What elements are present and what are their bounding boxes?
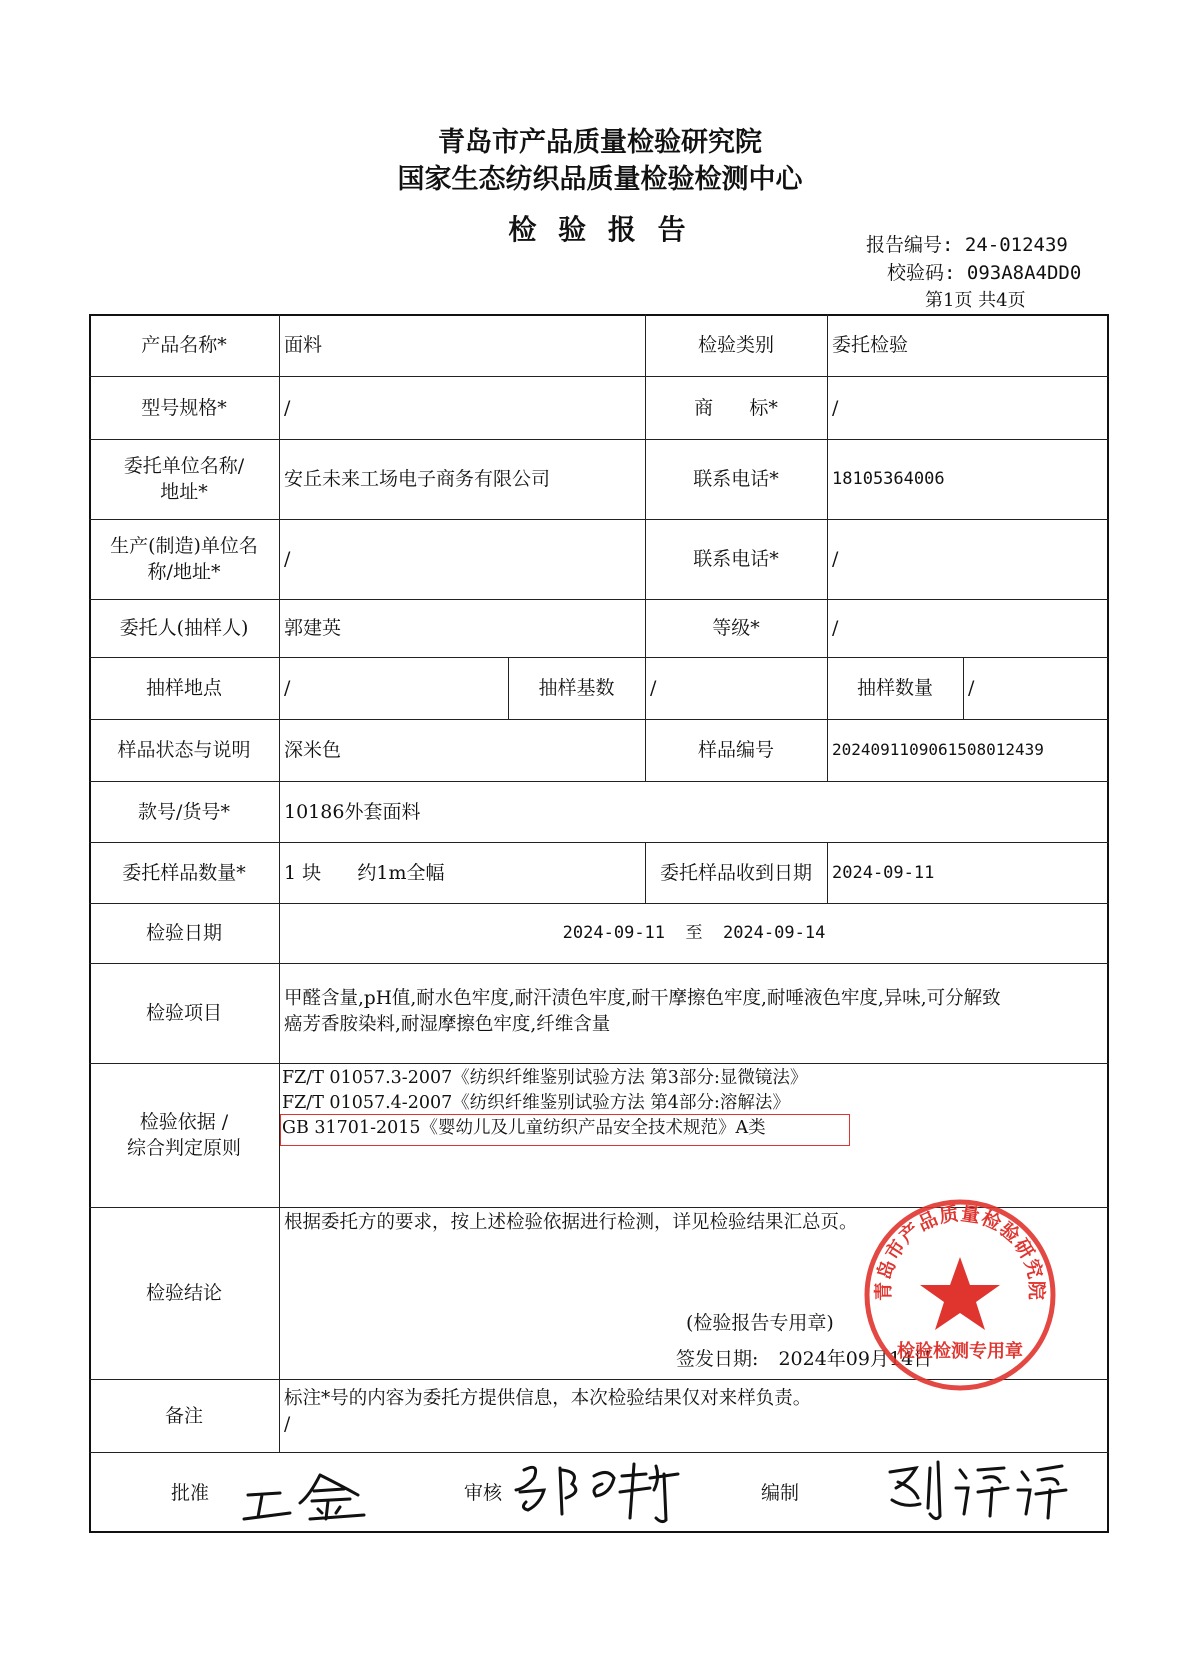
sample-state-label: 样品状态与说明 — [117, 739, 251, 761]
issue-date-value: 2024年09月14日 — [778, 1348, 933, 1370]
client-phone-label: 联系电话* — [693, 468, 779, 490]
grade-label: 等级* — [712, 617, 760, 639]
seal-note: (检验报告专用章) — [686, 1312, 834, 1334]
sample-base-label: 抽样基数 — [538, 677, 615, 699]
maker-label-line2: 称/地址* — [147, 561, 221, 583]
maker-label-line1: 生产(制造)单位名 — [110, 535, 258, 557]
basis-line-highlighted: GB 31701-2015《婴幼儿及儿童纺织产品安全技术规范》A类 — [282, 1118, 766, 1138]
brand-label: 商 标* — [694, 396, 778, 419]
inspect-type-label: 检验类别 — [697, 334, 774, 356]
reviewer-signature — [510, 1448, 690, 1528]
issue-date-label: 签发日期: — [676, 1348, 759, 1370]
remark-label: 备注 — [164, 1404, 203, 1427]
client-label — [89, 439, 279, 519]
sample-no-value: 2024091109061508012439 — [832, 740, 1044, 759]
product-name-value: 面料 — [284, 334, 323, 356]
receive-date-value: 2024-09-11 — [832, 862, 935, 883]
receive-date-label: 委托样品收到日期 — [659, 861, 812, 884]
sampler-value: 郭建英 — [284, 617, 342, 639]
sample-state-value: 深米色 — [284, 739, 342, 761]
items-value — [284, 986, 1106, 1038]
basis-line: FZ/T 01057.4-2007《纺织纤维鉴别试验方法 第4部分:溶解法》 — [282, 1093, 790, 1113]
compile-label: 编制 — [760, 1482, 799, 1504]
entrust-qty-value: 1 块 约1m全幅 — [284, 861, 445, 884]
maker-phone-label: 联系电话* — [693, 548, 779, 570]
report-title: 检 验 报 告 — [508, 213, 692, 246]
sample-no-label: 样品编号 — [697, 739, 774, 761]
style-no-label: 款号/货号* — [138, 800, 230, 823]
product-name-label: 产品名称* — [141, 334, 227, 356]
page-indicator: 第1页 共4页 — [925, 290, 1026, 311]
column-divider — [645, 657, 646, 719]
model-value: / — [284, 396, 291, 419]
official-seal — [860, 1195, 1060, 1395]
maker-label — [89, 519, 279, 599]
org-name-1: 青岛市产品质量检验研究院 — [438, 127, 762, 158]
maker-value: / — [284, 548, 291, 570]
items-line: 甲醛含量,pH值,耐水色牢度,耐汗渍色牢度,耐干摩擦色牢度,耐唾液色牢度,异味,可分解致 — [284, 988, 1001, 1009]
sample-qty-value: / — [968, 677, 975, 699]
conclusion-value: 根据委托方的要求，按上述检验依据进行检测，详见检验结果汇总页。 — [284, 1212, 858, 1233]
seal-star-icon — [920, 1257, 1000, 1330]
maker-phone-value: / — [832, 548, 839, 570]
client-value: 安丘未来工场电子商务有限公司 — [284, 468, 551, 490]
compiler-signature — [880, 1448, 1070, 1528]
remark-value — [284, 1386, 811, 1438]
approve-label: 批准 — [170, 1482, 209, 1504]
sample-place-value: / — [284, 677, 291, 699]
seal-arc-text: 青岛市产品质量检验研究院 — [872, 1202, 1048, 1301]
basis-label-line2: 综合判定原则 — [126, 1137, 241, 1159]
column-divider — [827, 842, 828, 903]
inspect-date-label: 检验日期 — [145, 922, 222, 944]
remark-line: / — [284, 1414, 291, 1435]
org-name-2: 国家生态纺织品质量检验检测中心 — [397, 164, 803, 195]
basis-line: FZ/T 01057.3-2007《纺织纤维鉴别试验方法 第3部分:显微镜法》 — [282, 1068, 808, 1088]
column-divider — [827, 719, 828, 781]
sample-base-value: / — [650, 677, 657, 699]
sampler-label: 委托人(抽样人) — [119, 617, 249, 639]
check-code: 校验码: 093A8A4DD0 — [887, 262, 1082, 284]
approver-signature — [240, 1455, 400, 1525]
entrust-qty-label: 委托样品数量* — [122, 861, 246, 884]
basis-label — [89, 1063, 279, 1207]
basis-label-line1: 检验依据 / — [139, 1111, 229, 1133]
sample-qty-label: 抽样数量 — [856, 677, 933, 699]
review-label: 审核 — [463, 1482, 502, 1504]
remark-line: 标注*号的内容为委托方提供信息，本次检验结果仅对来样负责。 — [284, 1388, 812, 1409]
column-divider — [827, 314, 828, 657]
inspect-date-value: 2024-09-11 至 2024-09-14 — [562, 923, 826, 943]
highlight-box — [280, 1114, 850, 1146]
sample-place-label: 抽样地点 — [145, 677, 222, 699]
client-label-line1: 委托单位名称/ — [123, 455, 245, 477]
brand-value: / — [832, 396, 839, 419]
style-no-value: 10186外套面料 — [284, 800, 421, 823]
inspect-type-value: 委托检验 — [832, 334, 909, 356]
client-phone-value: 18105364006 — [832, 469, 945, 489]
column-divider — [963, 657, 964, 719]
report-number: 报告编号: 24-012439 — [866, 234, 1068, 256]
items-line: 癌芳香胺染料,耐湿摩擦色牢度,纤维含量 — [284, 1014, 611, 1035]
conclusion-label: 检验结论 — [145, 1282, 222, 1304]
column-divider — [279, 314, 280, 1452]
model-label: 型号规格* — [141, 396, 227, 419]
grade-value: / — [832, 617, 839, 639]
items-label: 检验项目 — [145, 1002, 222, 1024]
seal-bottom-text: 检验检测专用章 — [897, 1341, 1023, 1362]
client-label-line2: 地址* — [160, 481, 208, 503]
